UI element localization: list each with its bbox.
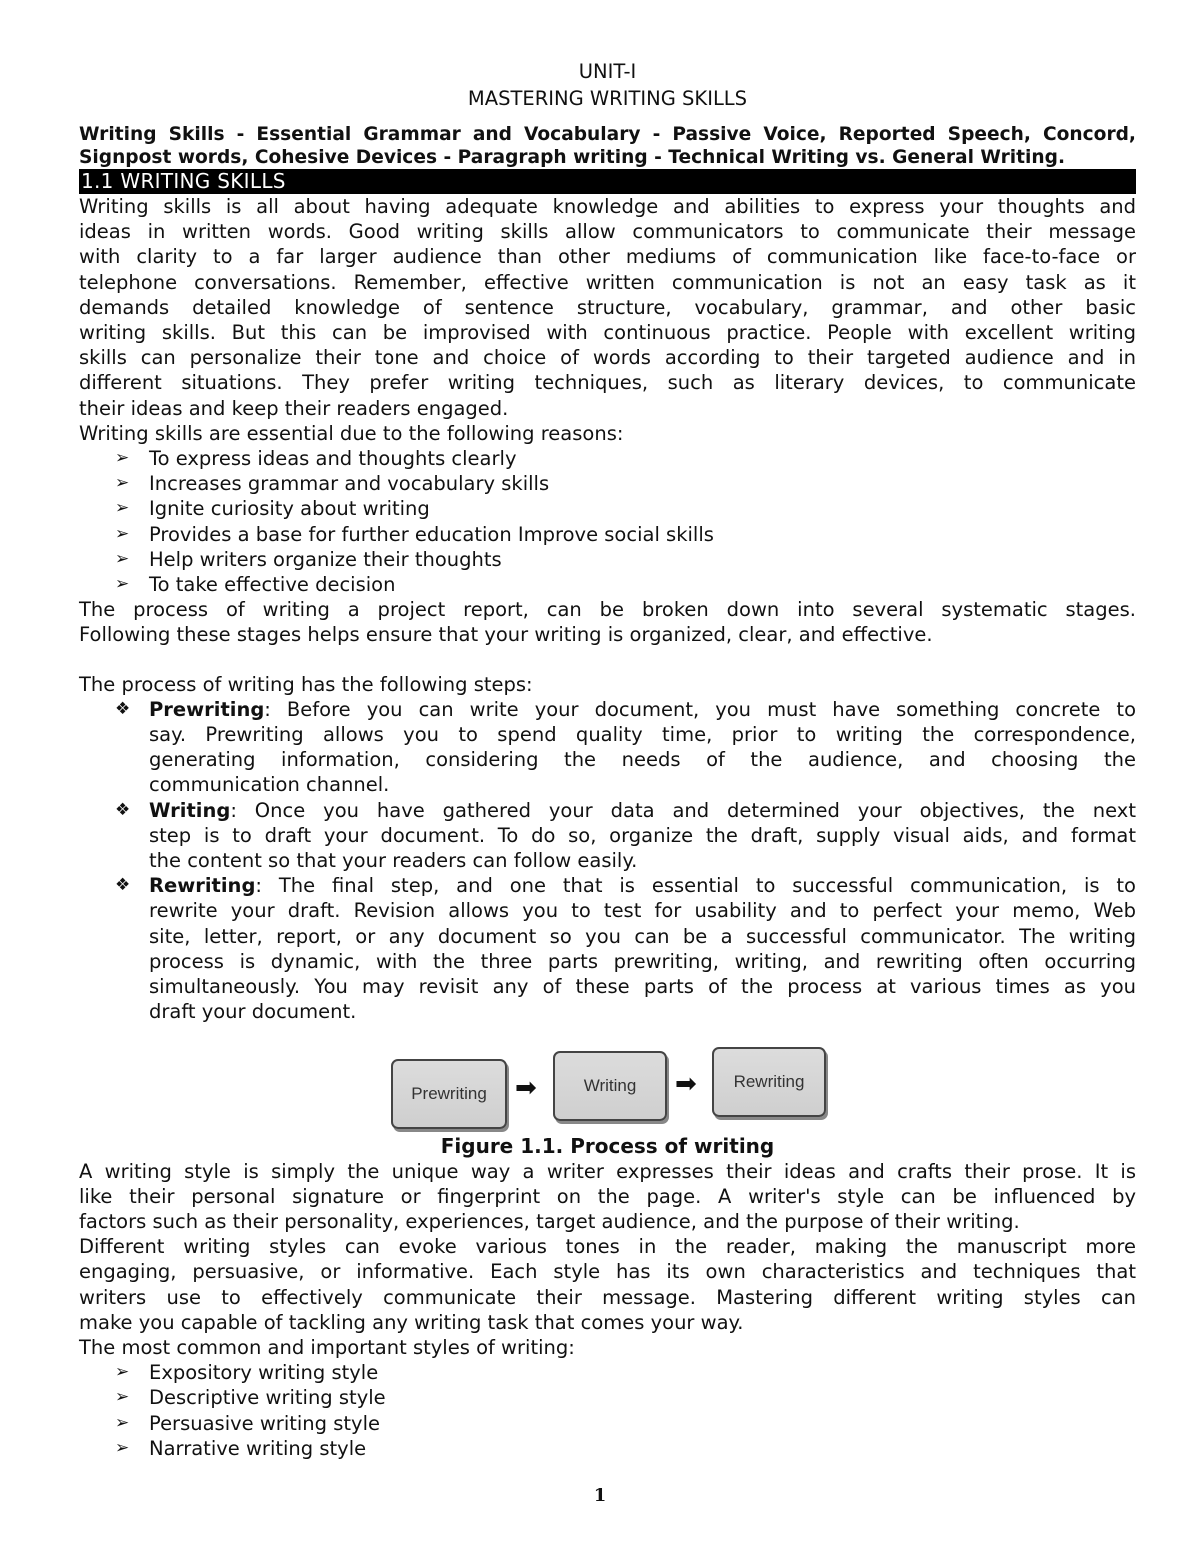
- document-body: [79, 58, 1136, 1461]
- right-arrow-icon: ➡: [515, 1072, 537, 1103]
- arrow-bullet-icon: ➢: [115, 1387, 130, 1408]
- reasons-intro: Writing skills are essential due to the following reasons:: [79, 421, 624, 445]
- list-item: [79, 1411, 1136, 1436]
- list-item-text: Help writers organize their thoughts: [149, 547, 502, 571]
- text-line: engaging, persuasive, or informative. Each style has its own characteristics and techniques that: [79, 1260, 1136, 1284]
- text-line: telephone conversations. Remember, effective written communication is not an easy task as it: [79, 270, 1136, 294]
- list-item: [79, 522, 1136, 547]
- process-paragraph: [79, 597, 1136, 647]
- arrow-bullet-icon: ➢: [115, 574, 130, 595]
- text-line: generating information, considering the needs of the audience, and choosing the: [149, 748, 1136, 772]
- text-line: Prewriting: Before you can write your document, you must have something concrete to: [149, 697, 1136, 721]
- text-line: Rewriting: The final step, and one that is essential to successful communication, is to: [149, 874, 1136, 898]
- style-paragraph: [79, 1159, 1136, 1235]
- prewriting-box: Prewriting: [391, 1059, 507, 1129]
- text-line: simultaneously. You may revisit any of these parts of the process at various times as you: [149, 975, 1136, 999]
- process-figure: [79, 1047, 1136, 1129]
- reasons-list: [79, 446, 1136, 597]
- arrow-bullet-icon: ➢: [115, 448, 130, 469]
- arrow-bullet-icon: ➢: [115, 1412, 130, 1433]
- list-item-text: Descriptive writing style: [149, 1386, 386, 1410]
- diamond-bullet-icon: ❖: [115, 698, 131, 719]
- text-line: ideas in written words. Good writing skills allow communicators to communicate their message: [79, 220, 1136, 244]
- text-line: Different writing styles can evoke various tones in the reader, making the manuscript more: [79, 1235, 1136, 1259]
- section-heading: 1.1 WRITING SKILLS: [79, 169, 1136, 194]
- list-item: [79, 1360, 1136, 1385]
- diamond-bullet-icon: ❖: [115, 799, 131, 820]
- styles-list: [79, 1360, 1136, 1461]
- syllabus-line: Writing Skills - Essential Grammar and Vocabulary - Passive Voice, Reported Speech, Concord,: [79, 124, 1136, 145]
- text-line: The process of writing a project report, can be broken down into several systematic stages.: [79, 598, 1136, 622]
- text-line: say. Prewriting allows you to spend quality time, prior to writing the correspondence,: [149, 723, 1136, 747]
- list-item: [79, 547, 1136, 572]
- steps-list: [79, 697, 1136, 1025]
- list-item: [79, 1385, 1136, 1410]
- list-item: [79, 446, 1136, 471]
- syllabus-topics: [79, 123, 1136, 169]
- text-line: the content so that your readers can follow easily.: [149, 849, 638, 873]
- list-item-text: Ignite curiosity about writing: [149, 497, 430, 521]
- text-line: writers use to effectively communicate their message. Mastering different writing styles can: [79, 1285, 1136, 1309]
- text-line: make you capable of tackling any writing task that comes your way.: [79, 1310, 744, 1334]
- style-paragraph: [79, 1234, 1136, 1335]
- text-line: factors such as their personality, experiences, target audience, and the purpose of their writing.: [79, 1209, 1020, 1233]
- list-item-text: Expository writing style: [149, 1361, 379, 1385]
- text-line: with clarity to a far larger audience than other mediums of communication like face-to-face or: [79, 245, 1136, 269]
- text-line: A writing style is simply the unique way a writer expresses their ideas and crafts their prose. It is: [79, 1159, 1136, 1183]
- text-line: step is to draft your document. To do so, organize the draft, supply visual aids, and format: [149, 823, 1136, 847]
- list-item: [79, 1436, 1136, 1461]
- step-item-prewriting: [79, 697, 1136, 798]
- styles-intro: The most common and important styles of writing:: [79, 1335, 575, 1359]
- step-term: Rewriting: [149, 874, 256, 898]
- text-line: demands detailed knowledge of sentence structure, vocabulary, grammar, and other basic: [79, 295, 1136, 319]
- list-item-text: Persuasive writing style: [149, 1411, 381, 1435]
- text-line: Following these stages helps ensure that your writing is organized, clear, and effective.: [79, 623, 933, 647]
- list-item-text: Increases grammar and vocabulary skills: [149, 472, 550, 496]
- list-item: [79, 471, 1136, 496]
- text-line: skills can personalize their tone and choice of words according to their targeted audience and in: [79, 346, 1136, 370]
- text-line: their ideas and keep their readers engaged.: [79, 396, 509, 420]
- arrow-bullet-icon: ➢: [115, 1437, 130, 1458]
- text-line: process is dynamic, with the three parts prewriting, writing, and rewriting often occurring: [149, 949, 1136, 973]
- right-arrow-icon: ➡: [675, 1068, 697, 1099]
- text-line: writing skills. But this can be improvised with continuous practice. People with excellent writing: [79, 321, 1136, 345]
- text-line: Writing skills is all about having adequate knowledge and abilities to express your thoughts and: [79, 195, 1136, 218]
- figure-caption: Figure 1.1. Process of writing: [440, 1133, 775, 1158]
- text-line: rewrite your draft. Revision allows you to test for usability and to perfect your memo, Web: [149, 899, 1136, 923]
- list-item-text: Provides a base for further education Improve social skills: [149, 522, 714, 546]
- unit-title: MASTERING WRITING SKILLS: [467, 87, 748, 110]
- text-line: site, letter, report, or any document so you can be a successful communicator. The writing: [149, 924, 1136, 948]
- list-item: [79, 496, 1136, 521]
- text-line: Writing: Once you have gathered your data and determined your objectives, the next: [149, 798, 1136, 822]
- rewriting-box: Rewriting: [712, 1047, 826, 1117]
- list-item-text: Narrative writing style: [149, 1436, 367, 1460]
- intro-paragraph: [79, 194, 1136, 421]
- text-line: communication channel.: [149, 773, 390, 797]
- writing-box: Writing: [553, 1051, 667, 1121]
- arrow-bullet-icon: ➢: [115, 523, 130, 544]
- step-item-writing: [79, 798, 1136, 874]
- arrow-bullet-icon: ➢: [115, 548, 130, 569]
- arrow-bullet-icon: ➢: [115, 498, 130, 519]
- list-item: [79, 572, 1136, 597]
- unit-label: UNIT-I: [578, 60, 637, 83]
- list-item-text: To take effective decision: [149, 573, 396, 597]
- arrow-bullet-icon: ➢: [115, 473, 130, 494]
- diamond-bullet-icon: ❖: [115, 875, 131, 896]
- step-item-rewriting: [79, 873, 1136, 1024]
- steps-intro: The process of writing has the following steps:: [79, 672, 533, 696]
- text-line: draft your document.: [149, 1000, 357, 1024]
- text-line: different situations. They prefer writing techniques, such as literary devices, to communicate: [79, 371, 1136, 395]
- step-term: Prewriting: [149, 697, 265, 721]
- arrow-bullet-icon: ➢: [115, 1362, 130, 1383]
- page-number: 1: [593, 1485, 607, 1506]
- list-item-text: To express ideas and thoughts clearly: [149, 447, 517, 471]
- step-term: Writing: [149, 798, 231, 822]
- text-line: like their personal signature or fingerprint on the page. A writer's style can be influenced by: [79, 1184, 1136, 1208]
- syllabus-line: Signpost words, Cohesive Devices - Paragraph writing - Technical Writing vs. General Writing.: [79, 147, 1066, 168]
